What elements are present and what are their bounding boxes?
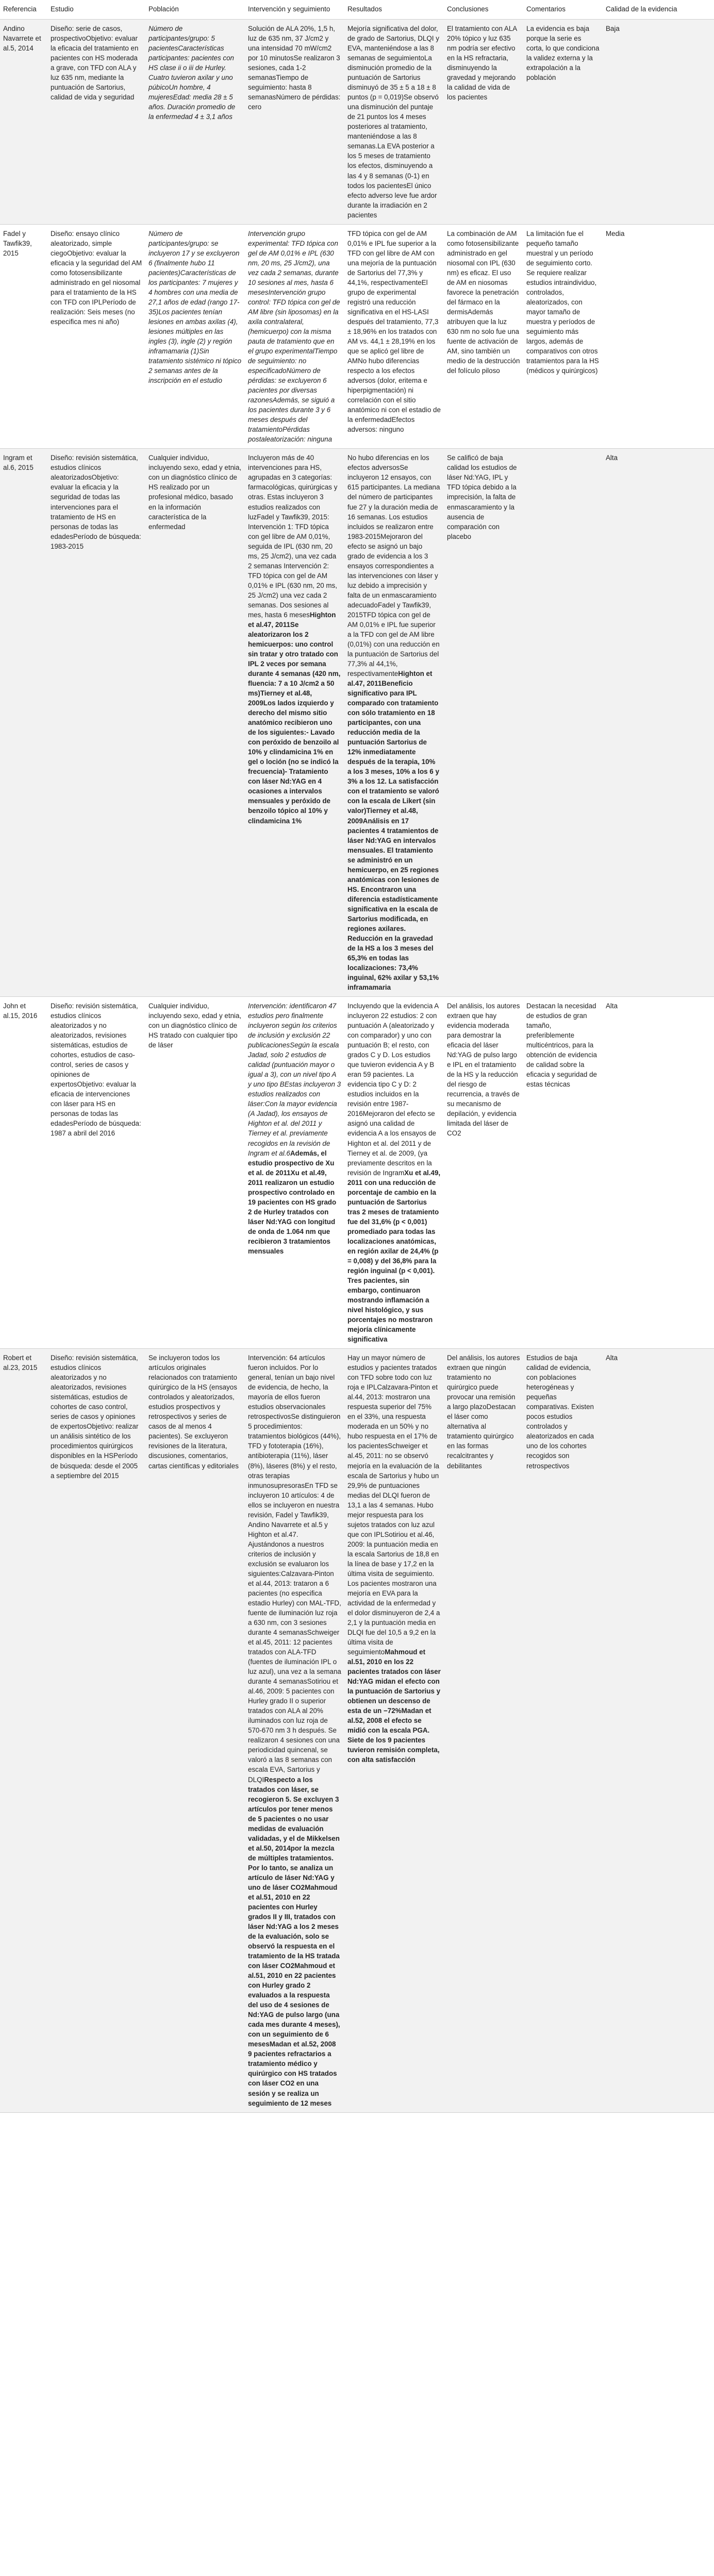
col-header-conclusiones: Conclusiones xyxy=(444,0,523,20)
cell-resultados xyxy=(344,449,444,997)
cell-resultados xyxy=(344,997,444,1349)
cell-resultados: Mejoría significativa del dolor, de grado de Sartorius, DLQI y EVA, manteniéndose a las 8 semanas de seguimientoLa disminución promedio de la puntuación de Sartorius disminuyó de 35 ± 5 a 18 ± 8 puntos (p = 0,019)Se observó una disminución del puntaje de 21 puntos los 4 meses posteriores al tratamiento, manteniéndose a las 8 semanas.La EVA posterior a los 5 meses de tratamiento los efectos, disminuyendo a las 4 y 8 semanas (0-1) en todos los pacientesEl único efecto adverso leve fue ardor durante la irradiación en 2 pacientes xyxy=(344,20,444,225)
cell-intervencion xyxy=(245,449,344,997)
cell-estudio: Diseño: revisión sistemática, estudios clínicos aleatorizados y no aleatorizados, revisiones sistemáticas, estudios de cohortes, estudios de caso-control, series de casos y opiniones de expertosObjetivo: evaluar la eficacia de intervenciones con láser para HS en personas de todas las edadesPeríodo de búsqueda: 1987 a abril del 2016 xyxy=(47,997,145,1349)
intervencion-bold-text: Además, el estudio prospectivo de Xu et al. de 2011Xu et al.49, 2011 realizaron un estudio prospectivo controlado en 19 pacientes con HS grado 2 de Hurley tratados con láser Nd:YAG con longitud de onda de 1.064 nm que recibieron 3 tratamientos mensuales xyxy=(248,1149,337,1255)
cell-comentarios: La limitación fue el pequeño tamaño muestral y un período de seguimiento corto. Se requiere realizar estudios intraindividuo, controlados, aleatorizados, con mayor tamaño de muestra y períodos de seguimiento más largos, además de comparativos con otros tratamientos para la HS (médicos y quirúrgicos) xyxy=(523,224,603,449)
intervencion-text: Intervención: identificaron 47 estudios pero finalmente incluyeron según los criterios de inclusión y exclusión 22 publicacionesSegún la escala Jadad, solo 2 estudios de calidad (puntuación mayor o igual a 3), con un nivel tipo A y uno tipo BEstas incluyeron 3 estudios realizados con láser:Con la mayor evidencia (A Jadad), los ensayos de Highton et al. del 2011 y Tierney et al. previamente recogidos en la revisión de Ingram et al.6 xyxy=(248,1002,341,1157)
intervencion-bold-text: Highton et al.47, 2011Se aleatorizaron los 2 hemicuerpos: uno control sin tratar y otro tratado con IPL 2 veces por semana durante 4 semanas (420 nm, fluencia: 7 a 10 J/cm2 a 50 ms)Tierney et al.48, 2009Los lados izquierdo y derecho del mismo sitio anatómico recibieron uno de los siguientes:- Lavado con peróxido de benzoilo al 10% y clindamicina 1% en gel o loción (no se indicó la frecuencia)- Tratamiento con láser Nd:YAG en 4 ocasiones a intervalos mensuales y peróxido de benzoilo tópico al 10% y clindamicina 1% xyxy=(248,611,341,825)
col-header-calidad: Calidad de la evidencia xyxy=(603,0,714,20)
col-header-estudio: Estudio xyxy=(47,0,145,20)
cell-poblacion: Número de participantes/grupo: 5 pacientesCaracterísticas participantes: pacientes con HS clase ii o iii de Hurley. Cuatro tuvieron axilar y uno púbicoUn hombre, 4 mujeresEdad: media 28 ± 5 años. Duración promedio de la enfermedad 4 ± 3,1 años xyxy=(145,20,245,225)
cell-intervencion: Solución de ALA 20%, 1,5 h, luz de 635 nm, 37 J/cm2 y una intensidad 70 mW/cm2 por 10 minutosSe realizaron 3 sesiones, cada 1-2 semanasTiempo de seguimiento: hasta 8 semanasNúmero de pérdidas: cero xyxy=(245,20,344,225)
cell-poblacion: Número de participantes/grupo: se incluyeron 17 y se excluyeron 6 (finalmente hubo 11 pacientes)Características de los participantes: 7 mujeres y 4 hombres con una media de 27,1 años de edad (rango 17-35)Los pacientes tenían lesiones en ambas axilas (4), lesiones múltiples en las ingles (3), ingle (2) y región inframamaria (1)Sin tratamiento sistémico ni tópico 2 semanas antes de la inscripción en el estudio xyxy=(145,224,245,449)
cell-referencia: Fadel y Tawfik39, 2015 xyxy=(0,224,47,449)
cell-intervencion: Intervención grupo experimental: TFD tópica con gel de AM 0,01% e IPL (630 nm, 20 ms, 25 J/cm2), una vez cada 2 semanas, durante 10 sesiones al mes, hasta 6 mesesIntervención grupo control: TFD tópica con gel de AM libre (sin liposomas) en la axila contralateral, (hemicuerpo) con la misma pauta de tratamiento que en el grupo experimentalTiempo de seguimiento: no especificadoNúmero de pérdidas: se excluyeron 6 pacientes por diversas razonesAdemás, se siguió a los pacientes durante 3 y 6 meses después del tratamientoPérdidas postaleatorización: ninguna xyxy=(245,224,344,449)
cell-estudio: Diseño: revisión sistemática, estudios clínicos aleatorizados y no aleatorizados, revisiones sistemáticas, estudios de cohortes de caso control, series de casos y opiniones de expertosObjetivo: realizar un análisis sintético de los procedimientos quirúrgicos disponibles en la HSPeríodo de búsqueda: desde el 2005 a septiembre del 2015 xyxy=(47,1349,145,2112)
cell-calidad: Alta xyxy=(603,1349,714,2112)
resultados-bold-text: Highton et al.47, 2011Beneficio significativo para IPL comparado con tratamiento con sólo tratamiento en 18 participantes, con una reducción media de la puntuación Sartorius de 12% inmediatamente después de la terapia, 10% a los 3 meses, 10% a los 6 y 3% a los 12. La satisfacción con el tratamiento se valoró con la escala de Likert (sin valor)Tierney et al.48, 2009Análisis en 17 pacientes 4 tratamientos de láser Nd:YAG en intervalos mensuales. El tratamiento se administró en un hemicuerpo, en 25 regiones anatómicas con lesiones de HS. Encontraron una diferencia estadísticamente significativa en la escala de Sartorius modificada, en regiones axilares. Reducción en la gravedad de la HS a los 3 meses del 65,3% en todas las localizaciones: 73,4% inguinal, 62% axilar y 53,1% inframamaria xyxy=(347,670,439,992)
cell-conclusiones: Del análisis, los autores extraen que hay evidencia moderada para demostrar la eficacia del láser Nd:YAG de pulso largo e IPL en el tratamiento de la HS y la reducción del riesgo de recurrencia, a través de su mecanismo de depilación, y evidencia limitada del láser de CO2 xyxy=(444,997,523,1349)
cell-resultados xyxy=(344,1349,444,2112)
table-header-row xyxy=(0,0,714,20)
cell-intervencion xyxy=(245,1349,344,2112)
table-row xyxy=(0,449,714,997)
intervencion-text: Intervención: 64 artículos fueron incluidos. Por lo general, tenían un bajo nivel de evidencia, de hecho, la mayoría de ellos fueron estudios observacionales retrospectivosSe distinguieron 5 procedimientos: tratamientos biológicos (44%), TFD y fototerapia (16%), antibioterapia (11%), láser (8%), láseres (8%) y el resto, otras terapias inmunosupresorasEn TFD se incluyeron 10 artículos: 4 de ellos se incluyeron en nuestra revisión, Fadel y Tawfik39, Andino Navarrete et al.5 y Highton et al.47. Ajustándonos a nuestros criterios de inclusión y exclusión se evaluaron los siguientes:Calzavara-Pinton et al.44, 2013: trataron a 6 pacientes (no especifica estadio Hurley) con MAL-TFD, fuente de iluminación luz roja a 630 nm, con 3 sesiones durante 4 semanasSchweiger et al.45, 2011: 12 pacientes tratados con ALA-TFD (fuentes de iluminación IPL o luz azul), una vez a la semana durante 4 semanasSotiriou et al.46, 2009: 5 pacientes con Hurley grado II o superior tratados con ALA al 20% iluminados con luz roja de 570-670 nm 3 h después. Se realizaron 4 sesiones con una periodicidad quincenal, se valoró a las 8 semanas con escala EVA, Sartorius y DLQI xyxy=(248,1354,341,1784)
cell-comentarios: Estudios de baja calidad de evidencia, con poblaciones heterogéneas y pequeñas comparativas. Existen pocos estudios controlados y aleatorizados en cada uno de los cohortes recogidos son retrospectivos xyxy=(523,1349,603,2112)
cell-poblacion: Cualquier individuo, incluyendo sexo, edad y etnia, con un diagnóstico clínico de HS realizado por un profesional médico, basado en la información característica de la enfermedad xyxy=(145,449,245,997)
cell-calidad: Baja xyxy=(603,20,714,225)
cell-resultados: TFD tópica con gel de AM 0,01% e IPL fue superior a la TFD con gel libre de AM con una mejoría de la puntuación de Sartorius del 77,3% y 44,1%, respectivamenteEl grupo de experimental registró una reducción significativa en el HS-LASI después del tratamiento, 77,3 ± 18,96% en los tratados con AM vs. 44,1 ± 28,19% en los que se aplicó gel libre de AMNo hubo diferencias respecto a los efectos adversos (dolor, eritema e hiperpigmentación) ni correlación con el sitio anatómico ni con el estadio de la enfermedadEfectos adversos: ninguno xyxy=(344,224,444,449)
col-header-referencia: Referencia xyxy=(0,0,47,20)
cell-calidad: Alta xyxy=(603,449,714,997)
cell-intervencion xyxy=(245,997,344,1349)
resultados-bold-text: Mahmoud et al.51, 2010 en los 22 pacientes tratados con láser Nd:YAG midan el efecto con la puntuación de Sartorius y obtienen un descenso de esta de un −72%Madan et al.52, 2008 el efecto se midió con la escala PGA. Siete de los 9 pacientes tuvieron remisión completa, con alta satisfacción xyxy=(347,1648,441,1764)
intervencion-bold-text: Respecto a los tratados con láser, se recogieron 5. Se excluyen 3 artículos por tener menos de 5 pacientes o no usar medidas de evaluación validadas, y el de Mikkelsen et al.50, 2014por la mezcla de múltiples tratamientos. Por lo tanto, se analiza un artículo de láser Nd:YAG y uno de láser CO2Mahmoud et al.51, 2010 en 22 pacientes con Hurley grados II y III, tratados con láser Nd:YAG a los 2 meses de la evaluación, solo se observó la respuesta en el tratamiento de la HS tratada con láser CO2Mahmoud et al.51, 2010 en 22 pacientes con Hurley grado 2 evaluados a la respuesta del uso de 4 sesiones de Nd:YAG de pulso largo (una cada mes durante 4 meses), con un seguimiento de 6 mesesMadan et al.52, 2008 9 pacientes refractarios a tratamiento médico y quirúrgico con HS tratados con láser CO2 en una sesión y se realiza un seguimiento de 12 meses xyxy=(248,1775,340,2107)
cell-conclusiones: Del análisis, los autores extraen que ningún tratamiento no quirúrgico puede provocar una remisión a largo plazoDestacan el láser como alternativa al tratamiento quirúrgico en las formas recalcitrantes y debilitantes xyxy=(444,1349,523,2112)
resultados-bold-text: Xu et al.49, 2011 con una reducción de porcentaje de cambio en la puntuación de Sartorius tras 2 meses de tratamiento fue del 31,6% (p < 0,001) promediado para todas las localizaciones anatómicas, en región axilar de 24,4% (p = 0,008) y del 36,8% para la región inguinal (p < 0,001). Tres pacientes, sin embargo, continuaron mostrando inflamación a nivel histológico, y sus porcentajes no mostraron mejoría clínicamente significativa xyxy=(347,1168,441,1344)
resultados-text: Incluyendo que la evidencia A incluyeron 22 estudios: 2 con puntuación A (aleatorizado y con comparador) y uno con puntuación B; el resto, con grados C y D. Los estudios que tuvieron evidencia A y B eran 59 pacientes. La evidencia tipo C y D: 2 estudios incluidos en la revisión entre 1987-2016Mejoraron del efecto se asignó una calidad de evidencia A a los ensayos de Highton et al. del 2011 y de Tierney et al. de 2009, (ya previamente descritos en la revisión de Ingram xyxy=(347,1002,439,1177)
col-header-comentarios: Comentarios xyxy=(523,0,603,20)
cell-estudio: Diseño: serie de casos, prospectivoObjetivo: evaluar la eficacia del tratamiento en pacientes con HS moderada a grave, con TFD con ALA y luz 635 nm, mediante la puntuación de Sartorius, calidad de vida y seguridad xyxy=(47,20,145,225)
table-row xyxy=(0,1349,714,2112)
col-header-intervencion: Intervención y seguimiento xyxy=(245,0,344,20)
cell-conclusiones: El tratamiento con ALA 20% tópico y luz 635 nm podría ser efectivo en la HS refractaria, disminuyendo la gravedad y mejorando la calidad de vida de los pacientes xyxy=(444,20,523,225)
cell-calidad: Alta xyxy=(603,997,714,1349)
cell-comentarios xyxy=(523,449,603,997)
col-header-resultados: Resultados xyxy=(344,0,444,20)
resultados-text: No hubo diferencias en los efectos adversosSe incluyeron 12 ensayos, con 615 participantes. La mediana del número de participantes fue 27 y la duración media de 16 semanas. Los estudios incluidos se realizaron entre 1983-2015Mejoraron del efecto se asignó un bajo grado de evidencia a los 3 ensayos correspondientes a las intervenciones con láser y luz debido a imprecisión y falta de un enmascaramiento adecuadoFadel y Tawfik39, 2015TFD tópica con gel de AM 0,01% e IPL fue superior a la TFD con gel de AM libre (0,01%) con una reducción en la puntuación de Sartorius del 77,3% al 44,1%, respectivamente xyxy=(347,454,440,678)
cell-conclusiones: La combinación de AM como fotosensibilizante administrado en gel niosomal con IPL (630 nm) es eficaz. El uso de AM en niosomas favorece la penetración del fármaco en la dermisAdemás atribuyen que la luz 630 nm no solo fue una fuente de activación de AM, sino también un medio de la destrucción del folículo piloso xyxy=(444,224,523,449)
cell-estudio: Diseño: revisión sistemática, estudios clínicos aleatorizadosObjetivo: evaluar la eficacia y la seguridad de todas las intervenciones para el tratamiento de HS en personas de todas las edadesPeríodo de búsqueda: 1983-2015 xyxy=(47,449,145,997)
cell-referencia: John et al.15, 2016 xyxy=(0,997,47,1349)
cell-referencia: Andino Navarrete et al.5, 2014 xyxy=(0,20,47,225)
table-row xyxy=(0,20,714,225)
cell-poblacion: Se incluyeron todos los artículos originales relacionados con tratamiento quirúrgico de la HS (ensayos controlados y aleatorizados, estudios prospectivos y retrospectivos y series de casos de al menos 4 pacientes). Se excluyeron revisiones de la literatura, discusiones, comentarios, cartas científicas y editoriales xyxy=(145,1349,245,2112)
cell-poblacion: Cualquier individuo, incluyendo sexo, edad y etnia, con un diagnóstico clínico de HS tratado con cualquier tipo de láser xyxy=(145,997,245,1349)
cell-calidad: Media xyxy=(603,224,714,449)
cell-conclusiones: Se calificó de baja calidad los estudios de láser Nd:YAG, IPL y TFD tópica debido a la imprecisión, la falta de enmascaramiento y la ausencia de comparación con placebo xyxy=(444,449,523,997)
cell-referencia: Robert et al.23, 2015 xyxy=(0,1349,47,2112)
table-row xyxy=(0,224,714,449)
cell-referencia: Ingram et al.6, 2015 xyxy=(0,449,47,997)
resultados-text: Hay un mayor número de estudios y pacientes tratados con TFD sobre todo con luz roja e IPLCalzavara-Pinton et al.44, 2013: mostraron una respuesta superior del 75% en el 33%, una respuesta moderada en un 50% y no hubo respuesta en el 17% de los pacientesSchweiger et al.45, 2011: no se observó mejoría en la evaluación de la escala de Sartorius y hubo un 29,9% de puntuaciones medias del DLQI fueron de 13,1 a las 4 semanas. Hubo mejor respuesta para los sujetos tratados con luz azul que con IPLSotiriou et al.46, 2009: la puntuación media en la escala Sartorius de 18,8 en la línea de base y 17,2 en la última visita de seguimiento. Los pacientes mostraron una mejoría en EVA para la actividad de la enfermedad y el dolor disminuyeron de 2,4 a 2,1 y la puntuación media en DLQI fue del 10,5 a 9,2 en la última visita de seguimiento xyxy=(347,1354,440,1656)
cell-estudio: Diseño: ensayo clínico aleatorizado, simple ciegoObjetivo: evaluar la eficacia y la seguridad del AM como fotosensibilizante administrado en gel niosomal para el tratamiento de la HS con TFD con IPLPeríodo de realización: Seis meses (no especifica mes ni año) xyxy=(47,224,145,449)
table-row xyxy=(0,997,714,1349)
cell-comentarios: La evidencia es baja porque la serie es corta, lo que condiciona la validez externa y la extrapolación a la población xyxy=(523,20,603,225)
col-header-poblacion: Población xyxy=(145,0,245,20)
cell-comentarios: Destacan la necesidad de estudios de gran tamaño, preferiblemente multicéntricos, para la obtención de evidencia de calidad sobre la eficacia y seguridad de estas técnicas xyxy=(523,997,603,1349)
intervencion-text: Incluyeron más de 40 intervenciones para HS, agrupadas en 3 categorías: farmacológicas, quirúrgicas y otras. Estas incluyeron 3 estudios realizados con luzFadel y Tawfik39, 2015: Intervención 1: TFD tópica con gel libre de AM 0,01%, seguida de IPL (630 nm, 20 ms, 25 J/cm2), una vez cada 2 semanas Intervención 2: TFD tópica con gel de AM 0,01% e IPL (630 nm, 20 ms, 25 J/cm2) una vez cada 2 semanas. Dos sesiones al mes, hasta 6 meses xyxy=(248,454,338,619)
